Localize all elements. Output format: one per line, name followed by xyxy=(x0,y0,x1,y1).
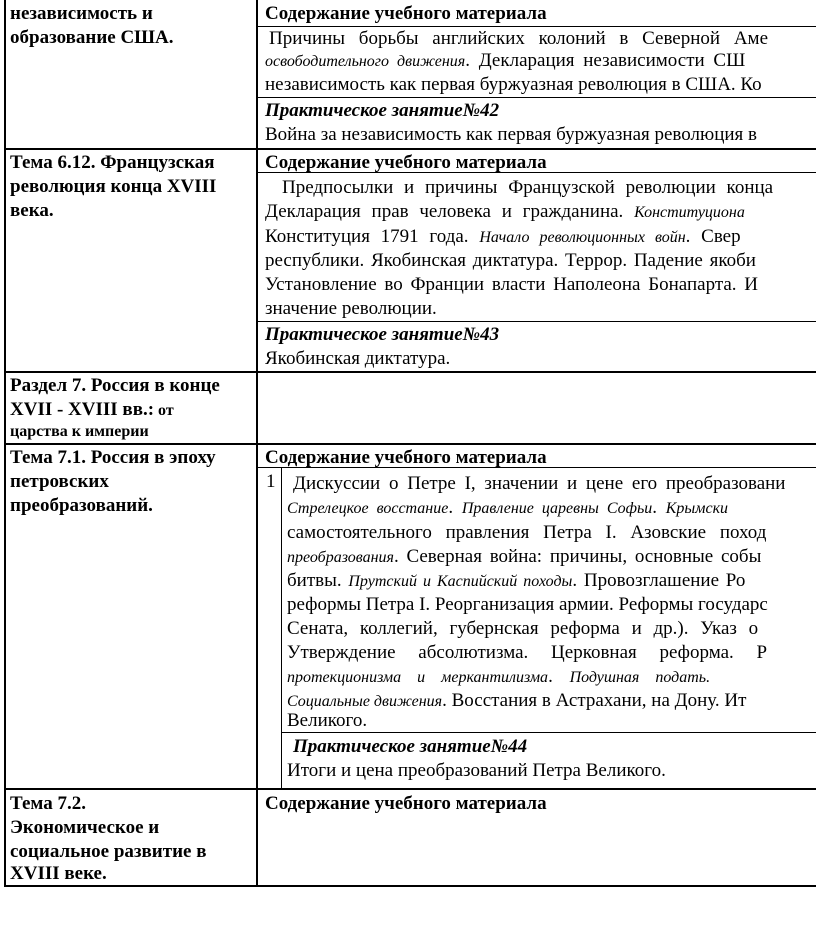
topic-line: века. xyxy=(10,200,54,221)
content-line: протекционизма и меркантилизма. Подушная подать. xyxy=(287,666,711,687)
content-line: реформы Петра I. Реорганизация армии. Реформы государс xyxy=(287,594,768,615)
topic-line: Тема 7.1. Россия в эпоху xyxy=(10,447,216,468)
row-divider xyxy=(4,148,816,150)
content-line: Стрелецкое восстание. Правление царевны Софьи. Крымски xyxy=(287,497,729,518)
content-line: значение революции. xyxy=(265,298,437,319)
practice-title: Практическое занятие№44 xyxy=(293,736,528,757)
topic-line: преобразований. xyxy=(10,495,153,516)
content-line: освободительного движения. Декларация независимости СШ xyxy=(265,50,746,71)
practice-text: Якобинская диктатура. xyxy=(265,348,451,369)
content-header: Содержание учебного материала xyxy=(265,3,547,24)
topic-line: революция конца XVIII xyxy=(10,176,217,197)
practice-text: Итоги и цена преобразований Петра Великого. xyxy=(287,760,666,781)
topic-line: образование США. xyxy=(10,27,174,48)
practice-title: Практическое занятие№42 xyxy=(265,100,500,121)
content-line: Великого. xyxy=(287,710,368,731)
practice-text: Война за независимость как первая буржуазная революция в xyxy=(265,124,757,145)
row-divider xyxy=(4,371,816,373)
topic-line: XVIII веке. xyxy=(10,863,107,884)
content-line: Предпосылки и причины Французской революции конца xyxy=(282,177,774,198)
content-header: Содержание учебного материала xyxy=(265,447,547,468)
content-header: Содержание учебного материала xyxy=(265,793,547,814)
section-title: Раздел 7. Россия в конце xyxy=(10,375,220,396)
content-line: Установление во Франции власти Наполеона Бонапарта. И xyxy=(265,274,759,295)
topic-line: петровских xyxy=(10,471,109,492)
row-divider xyxy=(4,443,816,445)
content-line: самостоятельного правления Петра I. Азовские поход xyxy=(287,522,767,543)
practice-title: Практическое занятие№43 xyxy=(265,324,500,345)
topic-line: социальное развитие в xyxy=(10,841,207,862)
topic-line: независимость и xyxy=(10,3,153,24)
topic-line: Экономическое и xyxy=(10,817,160,838)
cell-divider xyxy=(256,321,816,322)
content-line: Конституция 1791 года. Начало революционных войн. Свер xyxy=(265,226,741,247)
item-number: 1 xyxy=(266,471,276,492)
content-line: независимость как первая буржуазная революция в США. Ко xyxy=(265,74,762,95)
content-line: Сената, коллегий, губернская реформа и др.). Указ о xyxy=(287,618,759,639)
content-line: Социальные движения. Восстания в Астрахани, на Дону. Ит xyxy=(287,690,747,711)
row-divider xyxy=(4,788,816,790)
section-title: царства к империи xyxy=(10,423,149,440)
content-line: Причины борьбы английских колоний в Северной Аме xyxy=(269,28,769,49)
table-border-bottom xyxy=(4,885,816,887)
content-line: Декларация прав человека и гражданина. Конституциона xyxy=(265,201,745,222)
cell-divider xyxy=(256,97,816,98)
topic-line: Тема 6.12. Французская xyxy=(10,152,215,173)
topic-line: Тема 7.2. xyxy=(10,793,86,814)
number-column-divider xyxy=(281,467,282,788)
content-line: Утверждение абсолютизма. Церковная реформа. Р xyxy=(287,642,768,663)
section-title: XVII - XVIII вв.: от xyxy=(10,399,174,420)
content-header: Содержание учебного материала xyxy=(265,152,547,173)
content-line: битвы. Прутский и Каспийский походы. Провозглашение Ро xyxy=(287,570,746,591)
content-line: преобразования. Северная война: причины, основные собы xyxy=(287,546,762,567)
content-line: республики. Якобинская диктатура. Террор. Падение якоби xyxy=(265,250,756,271)
content-line: Дискуссии о Петре I, значении и цене его преобразовани xyxy=(293,473,786,494)
